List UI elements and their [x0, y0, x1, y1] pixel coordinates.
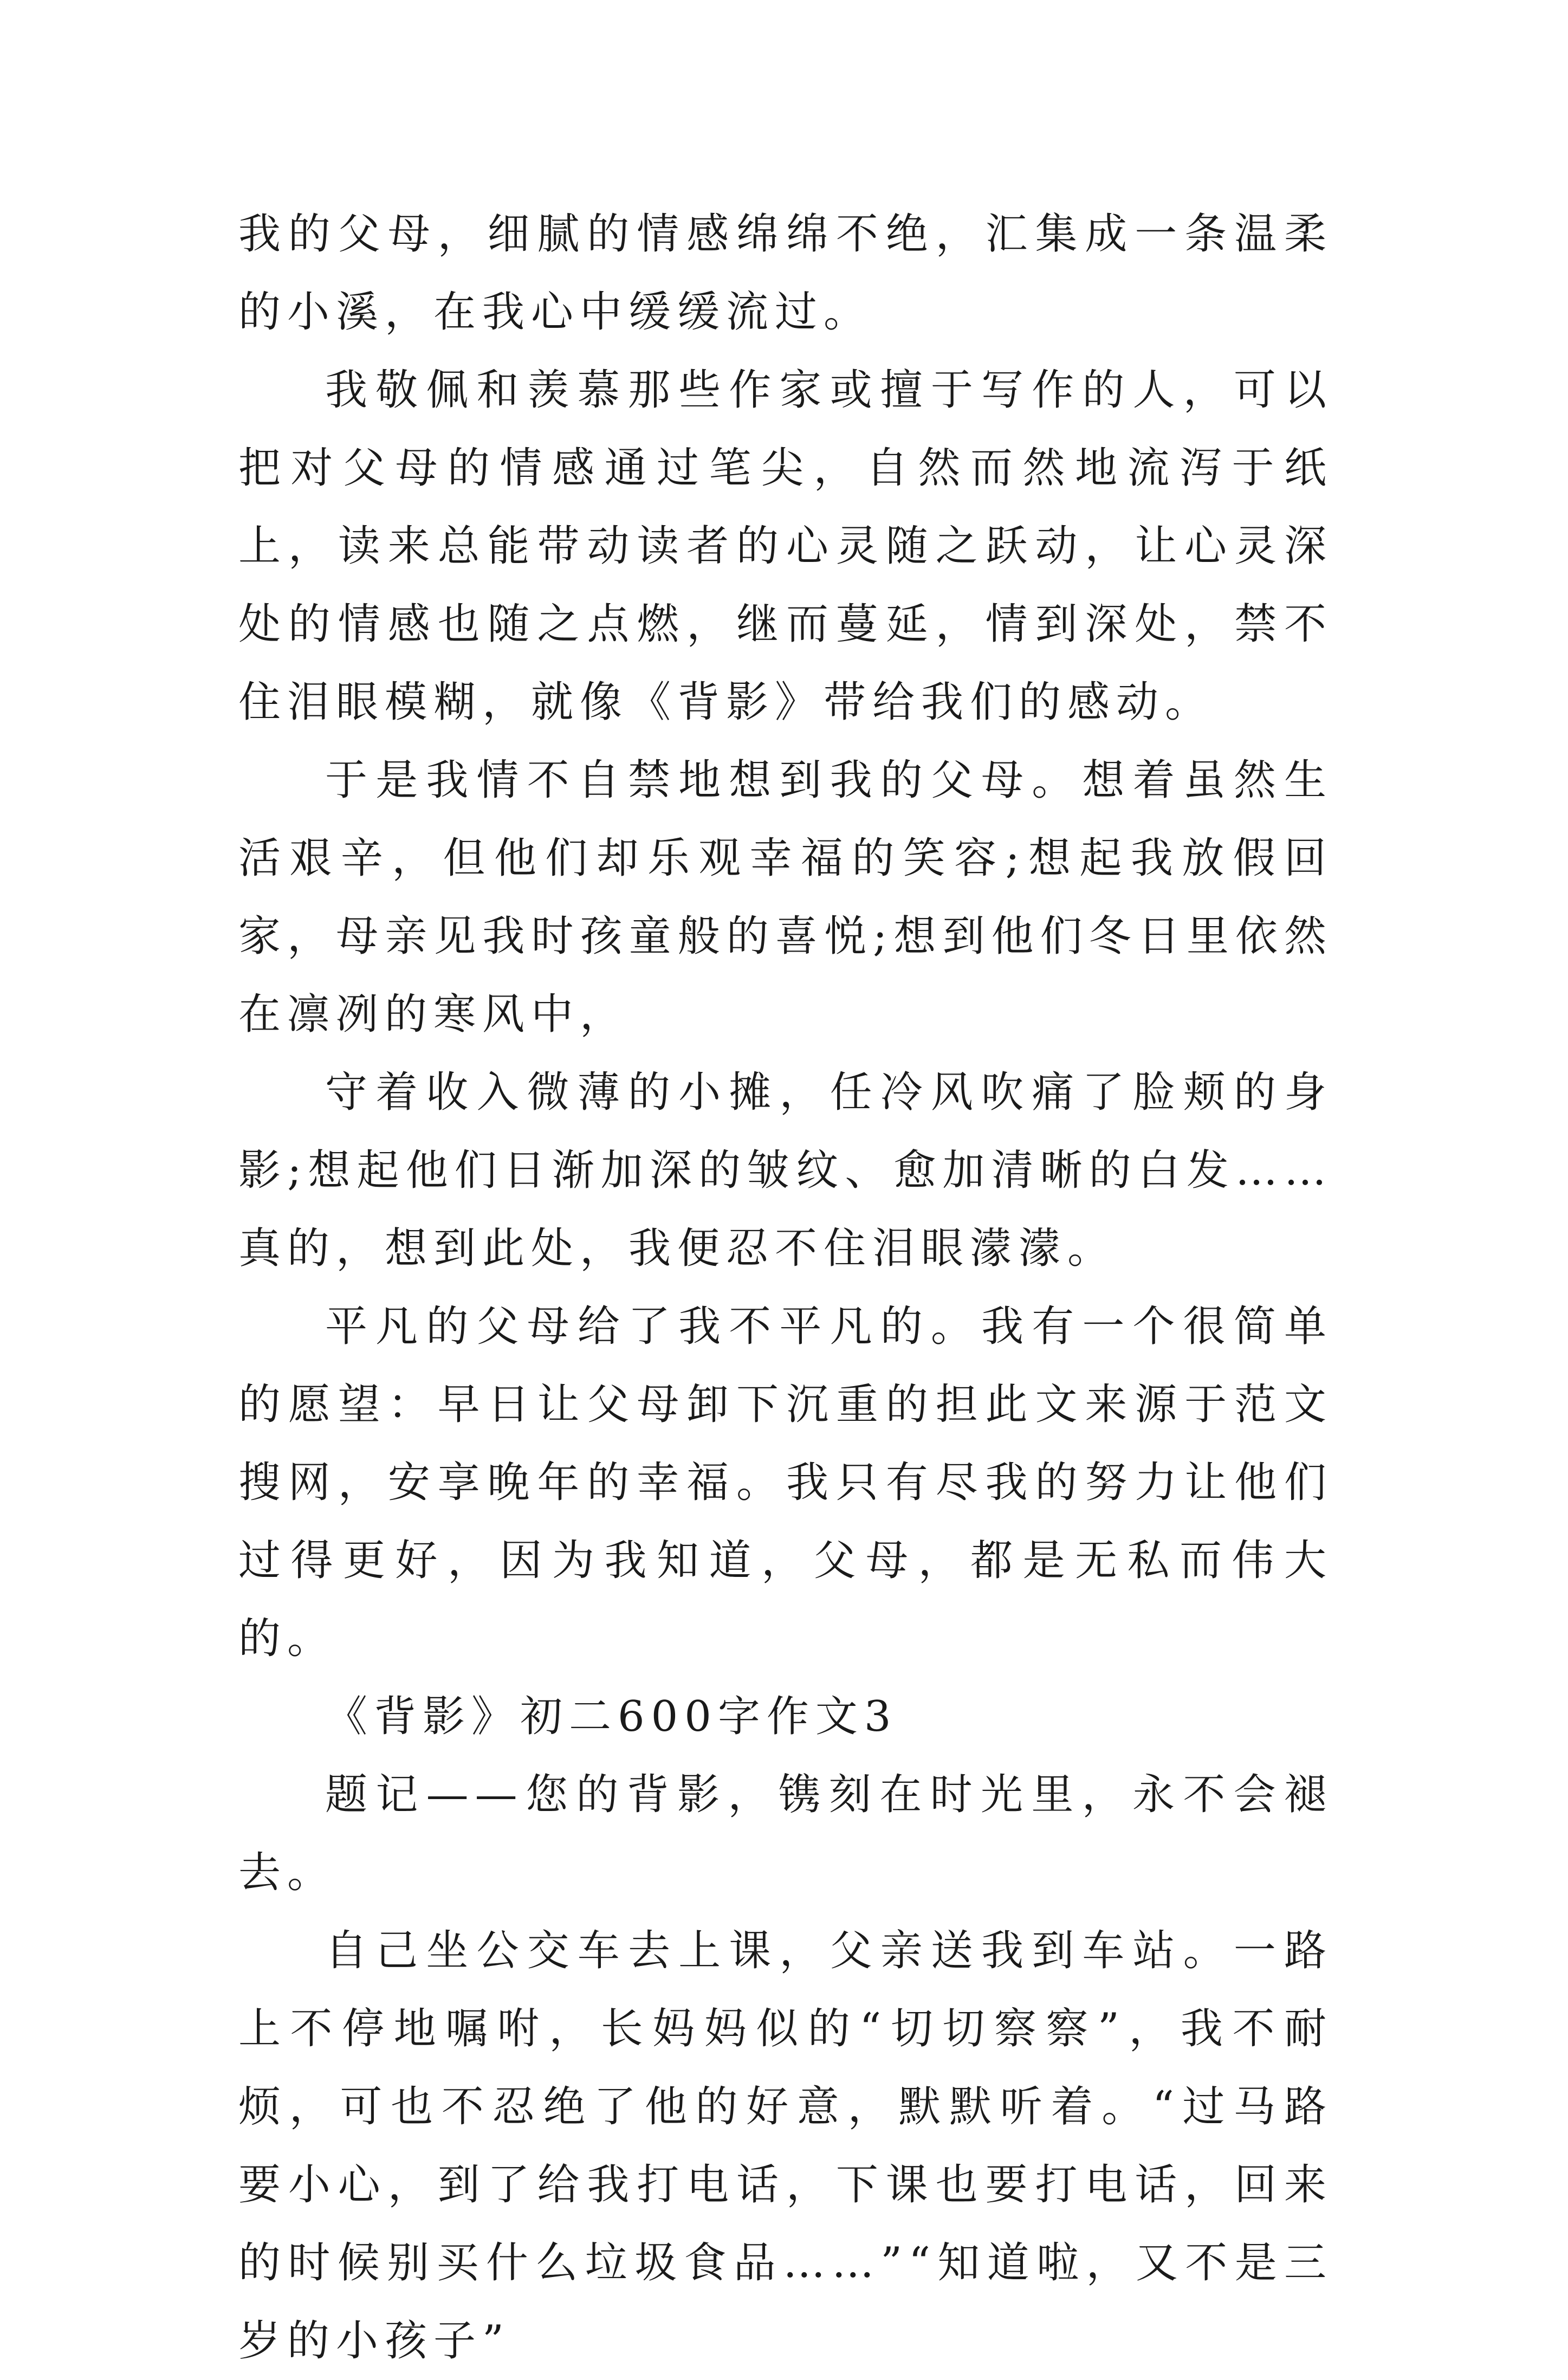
section-title: 《背影》初二600字作文3: [325, 1692, 898, 1741]
paragraph-1: 我的父母，细腻的情感绵绵不绝，汇集成一条温柔的小溪，在我心中缓缓流过。: [238, 210, 1333, 337]
paragraph-2: 我敬佩和羡慕那些作家或擅于写作的人，可以把对父母的情感通过笔尖，自然而然地流泻于纸上，读来总能带动读者的心灵随之跃动，让心灵深处的情感也随之点燃，继而蔓延，情到深处，禁不住泪眼模糊，就像《背影》带给我们的感动。: [238, 366, 1333, 727]
section-paragraph-1: 题记——您的背影，镌刻在时光里，永不会褪去。: [238, 1770, 1333, 1897]
document-body: [238, 195, 1333, 2380]
paragraph-4: 守着收入微薄的小摊，任冷风吹痛了脸颊的身影;想起他们日渐加深的皱纹、愈加清晰的白发……真的，想到此处，我便忍不住泪眼濛濛。: [238, 1068, 1333, 1273]
paragraph-5: 平凡的父母给了我不平凡的。我有一个很简单的愿望：早日让父母卸下沉重的担此文来源于范文搜网，安享晚年的幸福。我只有尽我的努力让他们过得更好，因为我知道，父母，都是无私而伟大的。: [238, 1302, 1333, 1663]
section-paragraph-2: 自己坐公交车去上课，父亲送我到车站。一路上不停地嘱咐，长妈妈似的“切切察察”，我不耐烦，可也不忍绝了他的好意，默默听着。“过马路要小心，到了给我打电话，下课也要打电话，回来的时候别买什么垃圾食品……”“知道啦，又不是三岁的小孩子”: [238, 1926, 1333, 2365]
paragraph-3: 于是我情不自禁地想到我的父母。想着虽然生活艰辛，但他们却乐观幸福的笑容;想起我放假回家，母亲见我时孩童般的喜悦;想到他们冬日里依然在凛冽的寒风中，: [238, 756, 1333, 1039]
